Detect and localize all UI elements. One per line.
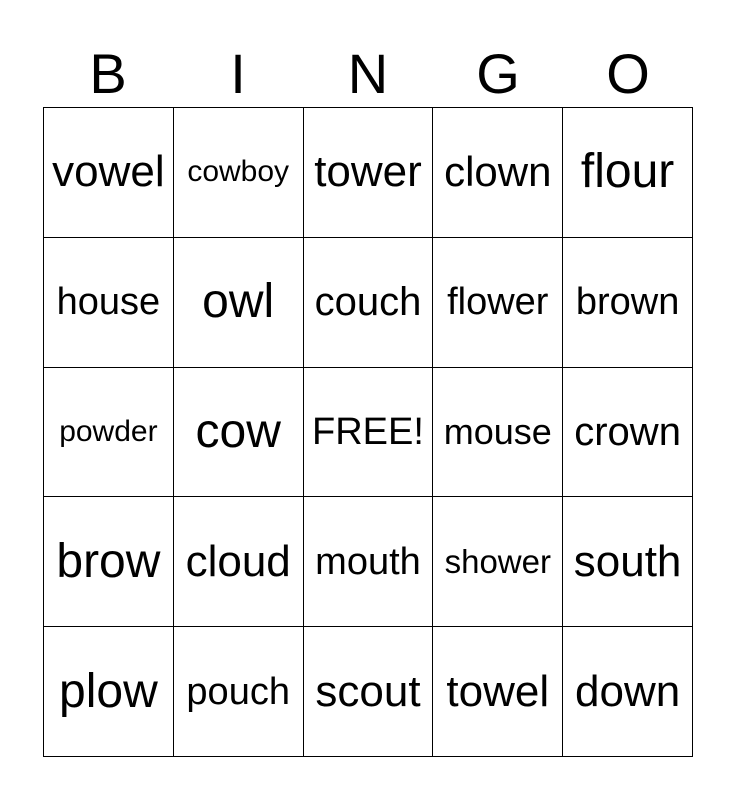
header-letter-n: N [347, 42, 389, 105]
bingo-cell[interactable]: mouse [433, 368, 563, 498]
bingo-cell[interactable]: scout [304, 627, 434, 757]
bingo-cell[interactable]: cowboy [174, 108, 304, 238]
bingo-cell[interactable]: cow [174, 368, 304, 498]
bingo-cell[interactable]: flower [433, 238, 563, 368]
bingo-cell[interactable]: south [563, 497, 693, 627]
header-letter-o: O [606, 42, 650, 105]
bingo-cell[interactable]: couch [304, 238, 434, 368]
bingo-cell[interactable]: vowel [44, 108, 174, 238]
bingo-header [43, 40, 693, 108]
bingo-cell[interactable]: brow [44, 497, 174, 627]
bingo-cell[interactable]: towel [433, 627, 563, 757]
header-letter-g: G [476, 42, 520, 105]
header-letter-i: I [230, 42, 246, 105]
bingo-cell[interactable]: owl [174, 238, 304, 368]
bingo-cell[interactable]: powder [44, 368, 174, 498]
bingo-cell[interactable]: tower [304, 108, 434, 238]
bingo-cell[interactable]: down [563, 627, 693, 757]
bingo-cell[interactable]: house [44, 238, 174, 368]
bingo-cell[interactable]: cloud [174, 497, 304, 627]
free-space[interactable]: FREE! [304, 368, 434, 498]
bingo-cell[interactable]: flour [563, 108, 693, 238]
bingo-grid [43, 107, 693, 757]
bingo-cell[interactable]: pouch [174, 627, 304, 757]
bingo-cell[interactable]: clown [433, 108, 563, 238]
bingo-cell[interactable]: shower [433, 497, 563, 627]
bingo-cell[interactable]: plow [44, 627, 174, 757]
bingo-cell[interactable]: crown [563, 368, 693, 498]
bingo-cell[interactable]: brown [563, 238, 693, 368]
header-letter-b: B [89, 42, 127, 105]
bingo-cell[interactable]: mouth [304, 497, 434, 627]
